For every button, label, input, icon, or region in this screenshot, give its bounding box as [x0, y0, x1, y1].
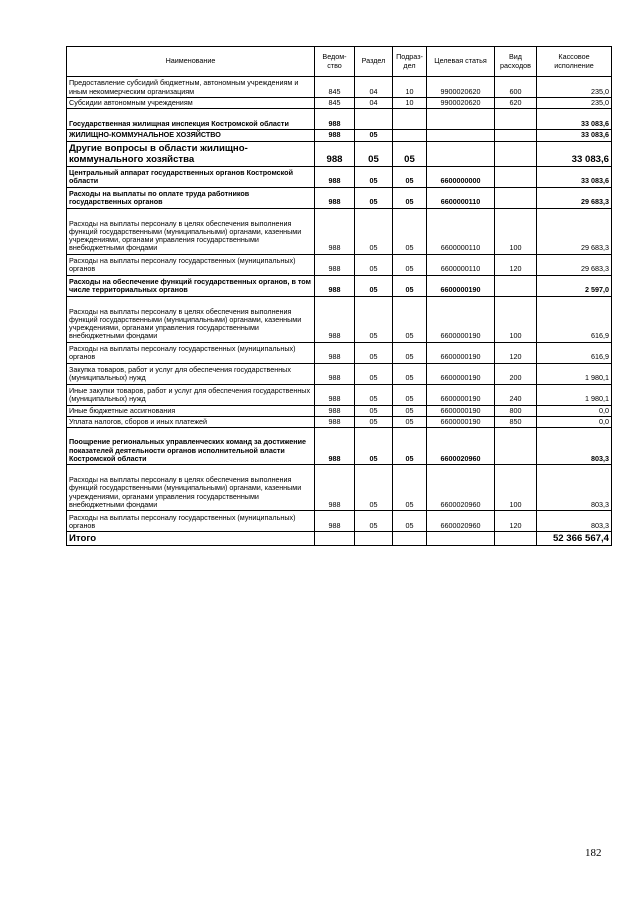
table-row [67, 511, 612, 532]
page-number: 182 [585, 847, 602, 859]
cell-target-article: 9900020620 [427, 77, 495, 98]
cell-department: 988 [315, 130, 355, 141]
table-row [67, 187, 612, 208]
cell-section: 05 [355, 296, 393, 342]
header-target-article: Целевая статья [427, 47, 495, 77]
cell-subsection: 05 [393, 428, 427, 465]
cell-section: 05 [355, 428, 393, 465]
cell-target-article: 6600000110 [427, 208, 495, 254]
cell-name: Расходы на выплаты персоналу государственных (муниципальных) органов [67, 511, 315, 532]
cell-section: 04 [355, 77, 393, 98]
cell-amount: 803,3 [537, 428, 612, 465]
cell-department: 988 [315, 416, 355, 427]
cell-amount: 616,9 [537, 342, 612, 363]
cell-subsection: 05 [393, 187, 427, 208]
cell-name: Расходы на выплаты персоналу в целях обеспечения выполнения функций государственными (муниципальными) органами, казенными учреждениями, органами управления государственными внебюджетными фондами [67, 296, 315, 342]
header-section: Раздел [355, 47, 393, 77]
cell-name: ЖИЛИЩНО-КОММУНАЛЬНОЕ ХОЗЯЙСТВО [67, 130, 315, 141]
cell-section: 05 [355, 141, 393, 166]
cell-target-article: 6600020960 [427, 428, 495, 465]
cell-subsection: 05 [393, 511, 427, 532]
cell-department: 988 [315, 254, 355, 275]
cell-expense-type: 120 [495, 254, 537, 275]
cell-name: Иные закупки товаров, работ и услуг для обеспечения государственных (муниципальных) нужд [67, 384, 315, 405]
table-row [67, 405, 612, 416]
cell-name: Расходы на выплаты по оплате труда работников государственных органов [67, 187, 315, 208]
cell-section: 05 [355, 384, 393, 405]
cell-subsection: 05 [393, 405, 427, 416]
cell-amount: 52 366 567,4 [537, 532, 612, 546]
cell-expense-type: 850 [495, 416, 537, 427]
cell-expense-type: 800 [495, 405, 537, 416]
cell-subsection: 05 [393, 465, 427, 511]
cell-department: 988 [315, 141, 355, 166]
table-body [67, 77, 612, 546]
cell-name: Другие вопросы в области жилищно-коммунального хозяйства [67, 141, 315, 166]
cell-amount: 0,0 [537, 416, 612, 427]
cell-target-article [427, 130, 495, 141]
cell-subsection: 05 [393, 296, 427, 342]
cell-target-article: 6600000190 [427, 416, 495, 427]
cell-section: 05 [355, 342, 393, 363]
cell-department: 845 [315, 98, 355, 109]
table-header-row [67, 47, 612, 77]
cell-department: 988 [315, 109, 355, 130]
cell-section: 05 [355, 254, 393, 275]
cell-expense-type: 240 [495, 384, 537, 405]
cell-department: 988 [315, 275, 355, 296]
cell-target-article [427, 141, 495, 166]
cell-name: Уплата налогов, сборов и иных платежей [67, 416, 315, 427]
cell-amount: 2 597,0 [537, 275, 612, 296]
cell-department: 988 [315, 208, 355, 254]
table-row [67, 109, 612, 130]
cell-amount: 29 683,3 [537, 254, 612, 275]
table-row [67, 130, 612, 141]
cell-expense-type [495, 130, 537, 141]
cell-expense-type [495, 166, 537, 187]
cell-target-article: 9900020620 [427, 98, 495, 109]
cell-name: Расходы на выплаты персоналу государственных (муниципальных) органов [67, 342, 315, 363]
cell-department: 988 [315, 342, 355, 363]
cell-subsection [393, 532, 427, 546]
header-name: Наименование [67, 47, 315, 77]
cell-subsection: 10 [393, 98, 427, 109]
cell-name: Расходы на выплаты персоналу в целях обеспечения выполнения функций государственными (муниципальными) органами, казенными учреждениями, органами управления государственными внебюджетными фондами [67, 208, 315, 254]
cell-name: Иные бюджетные ассигнования [67, 405, 315, 416]
cell-subsection: 05 [393, 275, 427, 296]
cell-target-article: 6600020960 [427, 465, 495, 511]
table-row [67, 363, 612, 384]
cell-target-article [427, 109, 495, 130]
header-expense-type: Вид расходов [495, 47, 537, 77]
cell-subsection: 05 [393, 342, 427, 363]
cell-section: 05 [355, 363, 393, 384]
cell-department: 988 [315, 428, 355, 465]
cell-section: 05 [355, 465, 393, 511]
cell-department: 988 [315, 465, 355, 511]
table-row [67, 98, 612, 109]
cell-expense-type [495, 187, 537, 208]
cell-expense-type: 120 [495, 511, 537, 532]
table-row [67, 384, 612, 405]
cell-department [315, 532, 355, 546]
cell-subsection: 05 [393, 254, 427, 275]
cell-department: 988 [315, 187, 355, 208]
cell-amount: 803,3 [537, 465, 612, 511]
cell-amount: 1 980,1 [537, 384, 612, 405]
cell-amount: 33 083,6 [537, 141, 612, 166]
cell-section: 05 [355, 166, 393, 187]
cell-subsection: 05 [393, 208, 427, 254]
cell-subsection: 05 [393, 416, 427, 427]
table-row [67, 254, 612, 275]
cell-amount: 29 683,3 [537, 187, 612, 208]
table-row [67, 465, 612, 511]
table-row [67, 166, 612, 187]
cell-target-article [427, 532, 495, 546]
cell-subsection: 05 [393, 384, 427, 405]
cell-target-article: 6600000110 [427, 254, 495, 275]
cell-expense-type: 620 [495, 98, 537, 109]
cell-section: 04 [355, 98, 393, 109]
cell-name: Расходы на обеспечение функций государственных органов, в том числе территориальных органов [67, 275, 315, 296]
cell-target-article: 6600000190 [427, 342, 495, 363]
header-subsection: Подраз-дел [393, 47, 427, 77]
cell-section: 05 [355, 416, 393, 427]
cell-amount: 235,0 [537, 77, 612, 98]
cell-name: Расходы на выплаты персоналу в целях обеспечения выполнения функций государственными (муниципальными) органами, казенными учреждениями, органами управления государственными внебюджетными фондами [67, 465, 315, 511]
cell-amount: 0,0 [537, 405, 612, 416]
table-row [67, 342, 612, 363]
cell-target-article: 6600020960 [427, 511, 495, 532]
header-cash-execution: Кассовое исполнение [537, 47, 612, 77]
cell-subsection [393, 130, 427, 141]
cell-name: Субсидии автономным учреждениям [67, 98, 315, 109]
cell-amount: 1 980,1 [537, 363, 612, 384]
table-row [67, 416, 612, 427]
table-row [67, 296, 612, 342]
cell-name: Поощрение региональных управленческих команд за достижение показателей деятельности органов исполнительной власти Костромской области [67, 428, 315, 465]
cell-expense-type: 600 [495, 77, 537, 98]
table-row [67, 275, 612, 296]
cell-target-article: 6600000190 [427, 363, 495, 384]
cell-name: Итого [67, 532, 315, 546]
table-row [67, 532, 612, 546]
cell-target-article: 6600000000 [427, 166, 495, 187]
cell-section: 05 [355, 187, 393, 208]
cell-section: 05 [355, 405, 393, 416]
cell-amount: 33 083,6 [537, 130, 612, 141]
cell-name: Государственная жилищная инспекция Костромской области [67, 109, 315, 130]
cell-target-article: 6600000110 [427, 187, 495, 208]
cell-department: 988 [315, 363, 355, 384]
cell-section: 05 [355, 511, 393, 532]
cell-department: 988 [315, 166, 355, 187]
table-row [67, 428, 612, 465]
cell-expense-type: 200 [495, 363, 537, 384]
cell-subsection: 05 [393, 141, 427, 166]
cell-amount: 29 683,3 [537, 208, 612, 254]
cell-expense-type [495, 532, 537, 546]
cell-expense-type [495, 275, 537, 296]
cell-expense-type [495, 141, 537, 166]
cell-amount: 803,3 [537, 511, 612, 532]
table-row [67, 77, 612, 98]
cell-section [355, 109, 393, 130]
cell-name: Предоставление субсидий бюджетным, автономным учреждениям и иным некоммерческим организациям [67, 77, 315, 98]
cell-department: 988 [315, 405, 355, 416]
cell-department: 845 [315, 77, 355, 98]
cell-name: Расходы на выплаты персоналу государственных (муниципальных) органов [67, 254, 315, 275]
cell-target-article: 6600000190 [427, 275, 495, 296]
cell-amount: 33 083,6 [537, 109, 612, 130]
cell-subsection [393, 109, 427, 130]
cell-amount: 616,9 [537, 296, 612, 342]
table-row [67, 208, 612, 254]
table-row [67, 141, 612, 166]
cell-name: Закупка товаров, работ и услуг для обеспечения государственных (муниципальных) нужд [67, 363, 315, 384]
cell-target-article: 6600000190 [427, 296, 495, 342]
cell-subsection: 05 [393, 166, 427, 187]
cell-expense-type: 100 [495, 296, 537, 342]
cell-department: 988 [315, 296, 355, 342]
cell-amount: 235,0 [537, 98, 612, 109]
cell-section: 05 [355, 208, 393, 254]
cell-expense-type [495, 428, 537, 465]
cell-section: 05 [355, 275, 393, 296]
budget-execution-table [66, 46, 612, 546]
cell-subsection: 10 [393, 77, 427, 98]
cell-expense-type [495, 109, 537, 130]
cell-target-article: 6600000190 [427, 384, 495, 405]
cell-section: 05 [355, 130, 393, 141]
cell-expense-type: 120 [495, 342, 537, 363]
cell-amount: 33 083,6 [537, 166, 612, 187]
header-department: Ведом-ство [315, 47, 355, 77]
cell-department: 988 [315, 511, 355, 532]
cell-department: 988 [315, 384, 355, 405]
cell-target-article: 6600000190 [427, 405, 495, 416]
cell-name: Центральный аппарат государственных органов Костромской области [67, 166, 315, 187]
cell-expense-type: 100 [495, 208, 537, 254]
cell-subsection: 05 [393, 363, 427, 384]
cell-section [355, 532, 393, 546]
cell-expense-type: 100 [495, 465, 537, 511]
